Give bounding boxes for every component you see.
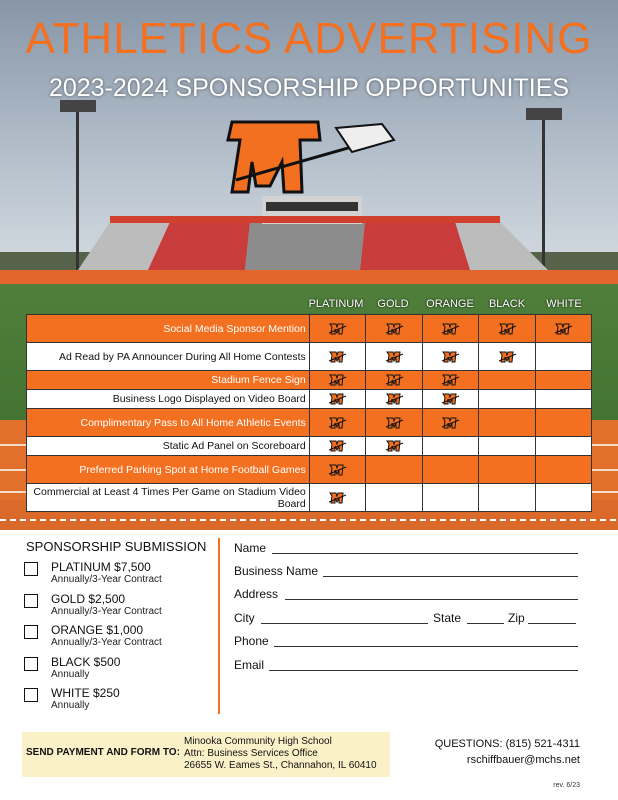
city-field[interactable] xyxy=(261,623,428,624)
mark-cell xyxy=(366,456,422,484)
minooka-m-icon xyxy=(384,392,404,406)
phone-label: Phone xyxy=(234,634,269,648)
mark-cell xyxy=(366,484,422,512)
mark-cell xyxy=(309,343,365,371)
option-terms: Annually xyxy=(51,700,90,711)
phone-field[interactable] xyxy=(274,646,578,647)
minooka-m-icon xyxy=(553,322,573,336)
mark-cell xyxy=(535,343,592,371)
option-terms: Annually xyxy=(51,669,90,680)
mark-cell xyxy=(309,315,365,343)
minooka-m-icon xyxy=(384,439,404,453)
revision-note: rev. 6/23 xyxy=(553,782,580,789)
benefit-row xyxy=(27,371,592,390)
minooka-m-icon xyxy=(384,322,404,336)
mark-cell xyxy=(366,409,422,437)
benefit-label: Stadium Fence Sign xyxy=(27,371,310,390)
address-line: Attn: Business Services Office xyxy=(184,748,318,759)
option-name: BLACK $500 xyxy=(51,655,121,669)
option-name: PLATINUM $7,500 xyxy=(51,560,151,574)
address-line: Minooka Community High School xyxy=(184,736,332,747)
option-terms: Annually/3-Year Contract xyxy=(51,637,162,648)
payment-box xyxy=(22,732,390,777)
minooka-m-icon xyxy=(497,350,517,364)
benefit-label: Social Media Sponsor Mention xyxy=(27,315,310,343)
state-label: State xyxy=(433,611,462,625)
minooka-m-icon xyxy=(327,416,347,430)
mark-cell xyxy=(535,390,592,409)
minooka-m-icon xyxy=(440,350,460,364)
tier-header-black: BLACK xyxy=(488,298,526,310)
mark-cell xyxy=(366,315,422,343)
benefit-label: Static Ad Panel on Scoreboard xyxy=(27,437,310,456)
benefit-row xyxy=(27,343,592,371)
mark-cell xyxy=(535,371,592,390)
submission-title: SPONSORSHIP SUBMISSION xyxy=(26,539,207,554)
section-divider xyxy=(218,538,220,714)
mark-cell xyxy=(309,437,365,456)
minooka-m-icon xyxy=(384,373,404,387)
address-label: Address xyxy=(234,587,279,601)
mark-cell xyxy=(422,484,478,512)
minooka-m-icon xyxy=(440,416,460,430)
questions-phone: QUESTIONS: (815) 521-4311 xyxy=(434,738,580,750)
checkbox[interactable] xyxy=(24,657,38,671)
mark-cell xyxy=(479,437,535,456)
minooka-m-icon xyxy=(327,439,347,453)
zip-field[interactable] xyxy=(528,623,576,624)
minooka-m-icon xyxy=(327,322,347,336)
mark-cell xyxy=(366,343,422,371)
mark-cell xyxy=(479,343,535,371)
benefit-label: Commercial at Least 4 Times Per Game on Stadium Video Board xyxy=(27,484,310,512)
mark-cell xyxy=(309,390,365,409)
benefits-table xyxy=(26,314,592,512)
option-name: ORANGE $1,000 xyxy=(51,623,144,637)
checkbox[interactable] xyxy=(24,688,38,702)
payment-address xyxy=(184,736,377,772)
mark-cell xyxy=(422,343,478,371)
benefit-row xyxy=(27,484,592,512)
benefit-row xyxy=(27,456,592,484)
minooka-m-icon xyxy=(497,322,517,336)
minooka-m-icon xyxy=(384,416,404,430)
mark-cell xyxy=(422,390,478,409)
option-name: WHITE $250 xyxy=(51,686,120,700)
mark-cell xyxy=(535,409,592,437)
tier-header-orange: ORANGE xyxy=(426,298,474,310)
mark-cell xyxy=(366,437,422,456)
page-subtitle: 2023-2024 SPONSORSHIP OPPORTUNITIES xyxy=(48,74,570,102)
page-title: ATHLETICS ADVERTISING xyxy=(25,14,593,63)
minooka-m-icon xyxy=(384,350,404,364)
mark-cell xyxy=(535,437,592,456)
benefit-label: Complimentary Pass to All Home Athletic Events xyxy=(27,409,310,437)
zip-label: Zip xyxy=(508,611,525,625)
checkbox[interactable] xyxy=(24,625,38,639)
mark-cell xyxy=(479,390,535,409)
tier-header-platinum: PLATINUM xyxy=(308,298,364,310)
minooka-m-icon xyxy=(327,350,347,364)
mark-cell xyxy=(309,484,365,512)
name-field[interactable] xyxy=(272,553,578,554)
benefit-row xyxy=(27,409,592,437)
mark-cell xyxy=(422,409,478,437)
contact-email[interactable]: rschiffbauer@mchs.net xyxy=(466,754,580,766)
business-name-label: Business Name xyxy=(234,564,319,578)
benefit-row xyxy=(27,437,592,456)
address-field[interactable] xyxy=(285,599,578,600)
minooka-m-icon xyxy=(327,373,347,387)
minooka-m-icon xyxy=(440,322,460,336)
option-name: GOLD $2,500 xyxy=(51,592,126,606)
mark-cell xyxy=(479,456,535,484)
address-line: 26655 W. Eames St., Channahon, IL 60410 xyxy=(184,760,377,771)
benefit-row xyxy=(27,390,592,409)
mark-cell xyxy=(535,484,592,512)
tier-header-white: WHITE xyxy=(546,298,582,310)
mark-cell xyxy=(422,371,478,390)
state-field[interactable] xyxy=(467,623,504,624)
mark-cell xyxy=(479,484,535,512)
tier-header-gold: GOLD xyxy=(377,298,409,310)
mark-cell xyxy=(366,390,422,409)
business-name-field[interactable] xyxy=(323,576,578,577)
mark-cell xyxy=(309,456,365,484)
benefit-row xyxy=(27,315,592,343)
minooka-m-icon xyxy=(327,463,347,477)
mark-cell xyxy=(422,437,478,456)
benefit-label: Business Logo Displayed on Video Board xyxy=(27,390,310,409)
minooka-m-icon xyxy=(327,392,347,406)
option-terms: Annually/3-Year Contract xyxy=(51,606,162,617)
option-terms: Annually/3-Year Contract xyxy=(51,574,162,585)
benefit-label: Preferred Parking Spot at Home Football Games xyxy=(27,456,310,484)
minooka-m-icon xyxy=(327,491,347,505)
mark-cell xyxy=(422,456,478,484)
email-field[interactable] xyxy=(269,670,578,671)
mark-cell xyxy=(309,371,365,390)
mark-cell xyxy=(535,456,592,484)
checkbox[interactable] xyxy=(24,562,38,576)
mark-cell xyxy=(479,315,535,343)
email-label: Email xyxy=(234,658,265,672)
mark-cell xyxy=(479,371,535,390)
mark-cell xyxy=(366,371,422,390)
minooka-m-icon xyxy=(440,392,460,406)
mark-cell xyxy=(309,409,365,437)
name-label: Name xyxy=(234,541,267,555)
city-label: City xyxy=(234,611,255,625)
checkbox[interactable] xyxy=(24,594,38,608)
benefit-label: Ad Read by PA Announcer During All Home Contests xyxy=(27,343,310,371)
mark-cell xyxy=(422,315,478,343)
mark-cell xyxy=(479,409,535,437)
payment-label: SEND PAYMENT AND FORM TO: xyxy=(26,747,180,758)
mark-cell xyxy=(535,315,592,343)
minooka-m-icon xyxy=(440,373,460,387)
